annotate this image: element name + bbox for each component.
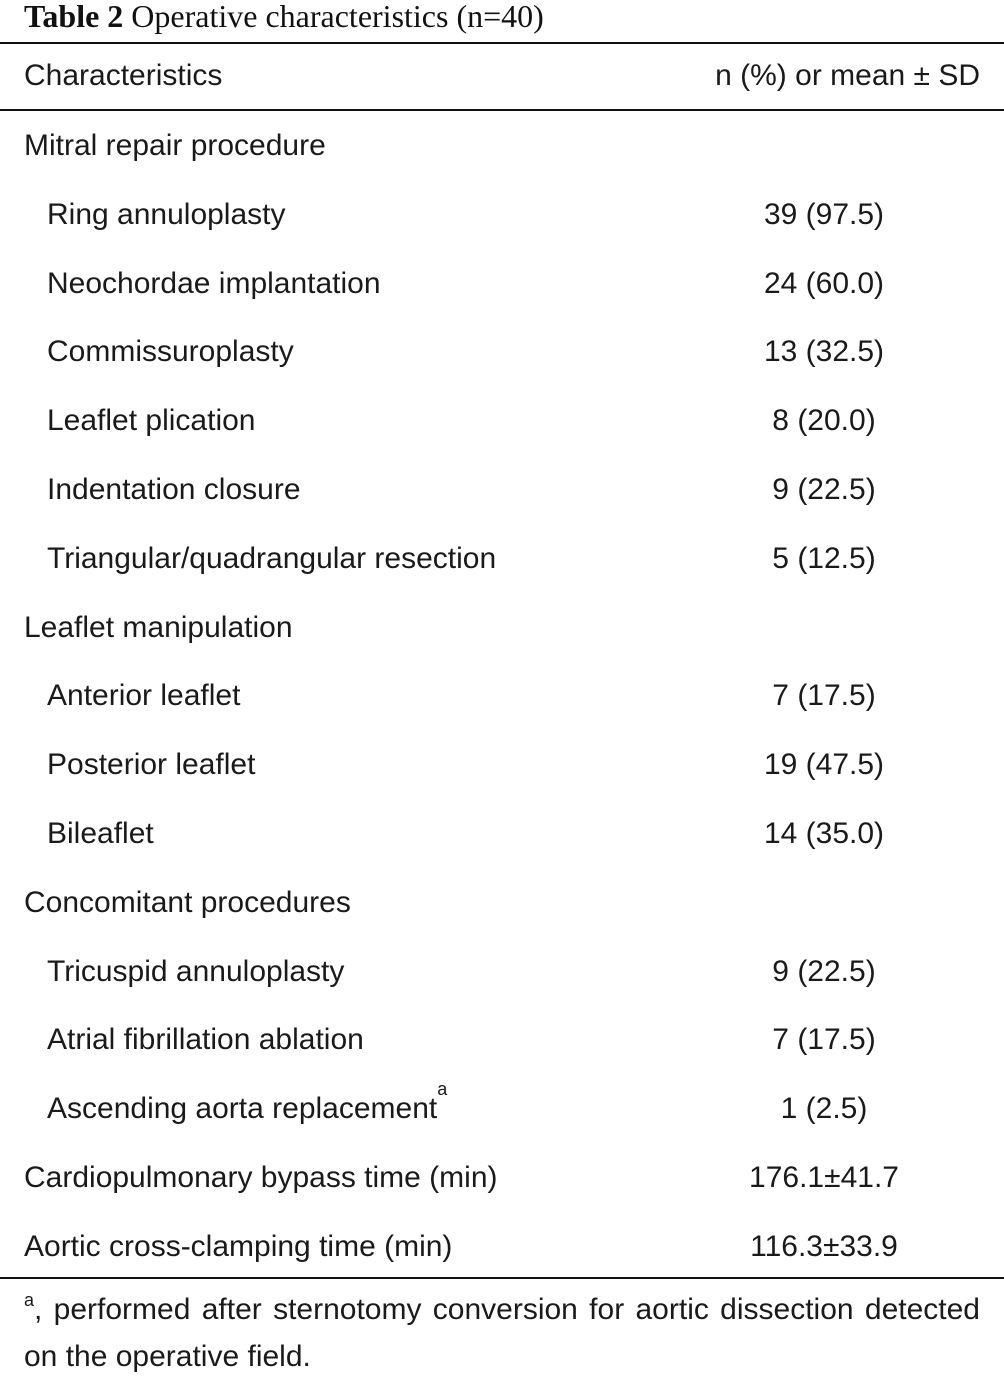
row-label-text: Ascending aorta replacement [47,1092,438,1126]
row-value: 1 (2.5) [780,1092,868,1126]
row-value: 7 (17.5) [772,679,876,713]
table-row [0,662,1004,730]
row-value: 9 (22.5) [772,954,876,988]
row-label [47,456,301,524]
row-value: 7 (17.5) [772,1023,876,1057]
bottom-rule [0,1277,1004,1279]
table-row [0,938,1004,1006]
row-label [47,800,154,868]
footnote-marker: a [24,1290,35,1310]
row-label-text: Leaflet manipulation [24,610,293,644]
row-label-text: Bileaflet [47,817,154,850]
row-value: 39 (97.5) [763,197,885,231]
row-label [47,662,240,730]
row-label [24,869,351,937]
row-value: 13 (32.5) [763,335,885,369]
row-label [24,1144,498,1212]
table-row [0,1144,1004,1212]
row-label [47,387,255,455]
row-label [47,731,255,799]
row-value: 116.3±33.9 [750,1229,898,1263]
row-label [24,594,293,662]
row-label-text: Cardiopulmonary bypass time (min) [24,1161,498,1194]
table-row [0,181,1004,249]
table-row [0,869,1004,937]
footnote-text: , performed after sternotomy conversion for aortic dissection detected on the operative field. [24,1293,980,1373]
table-title: Operative characteristics (n=40) [123,0,544,34]
header-rule [0,109,1004,111]
row-label [47,318,294,386]
row-label-text: Anterior leaflet [47,679,241,713]
table-row [0,1075,1004,1143]
row-label-text: Neochordae implantation [47,266,381,300]
header-value: n (%) or mean ± SD [715,59,980,92]
table-row [0,318,1004,386]
table-row [0,594,1004,662]
row-value: 9 (22.5) [772,473,876,506]
table-row [0,800,1004,868]
table-number: Table 2 [24,0,124,34]
table-caption [24,0,544,36]
row-label [47,1006,364,1074]
row-label-text: Mitral repair procedure [24,129,326,162]
footnote-reference: a [437,1079,448,1100]
row-label-text: Aortic cross-clamping time (min) [24,1229,453,1263]
table-row [0,1213,1004,1281]
row-label-text: Atrial fibrillation ablation [47,1023,364,1057]
row-label [47,1075,447,1143]
row-label [47,938,344,1006]
row-label-text: Ring annuloplasty [47,197,286,231]
table-row [0,387,1004,455]
row-label-text: Tricuspid annuloplasty [47,954,345,988]
row-value: 5 (12.5) [772,541,876,575]
row-value: 8 (20.0) [772,404,876,438]
table-row [0,456,1004,524]
row-label-text: Concomitant procedures [24,885,351,919]
row-value: 24 (60.0) [763,266,885,300]
row-label [47,181,286,249]
row-label-text: Leaflet plication [47,404,256,438]
table-row [0,250,1004,318]
row-label [47,250,381,318]
header-characteristics: Characteristics [24,59,223,92]
row-value: 14 (35.0) [763,817,885,850]
row-value: 19 (47.5) [763,748,885,782]
row-label-text: Triangular/quadrangular resection [47,541,497,575]
row-label-text: Posterior leaflet [47,748,256,782]
table-header-row [0,42,1004,110]
row-value: 176.1±41.7 [749,1161,899,1194]
row-label-text: Commissuroplasty [47,335,294,369]
table-row [0,112,1004,180]
row-label [47,525,496,593]
row-label [24,112,326,180]
table-row [0,1006,1004,1074]
table-row [0,731,1004,799]
row-label [24,1213,452,1281]
table-footnote [24,1286,980,1380]
table-row [0,525,1004,593]
row-label-text: Indentation closure [47,473,301,506]
